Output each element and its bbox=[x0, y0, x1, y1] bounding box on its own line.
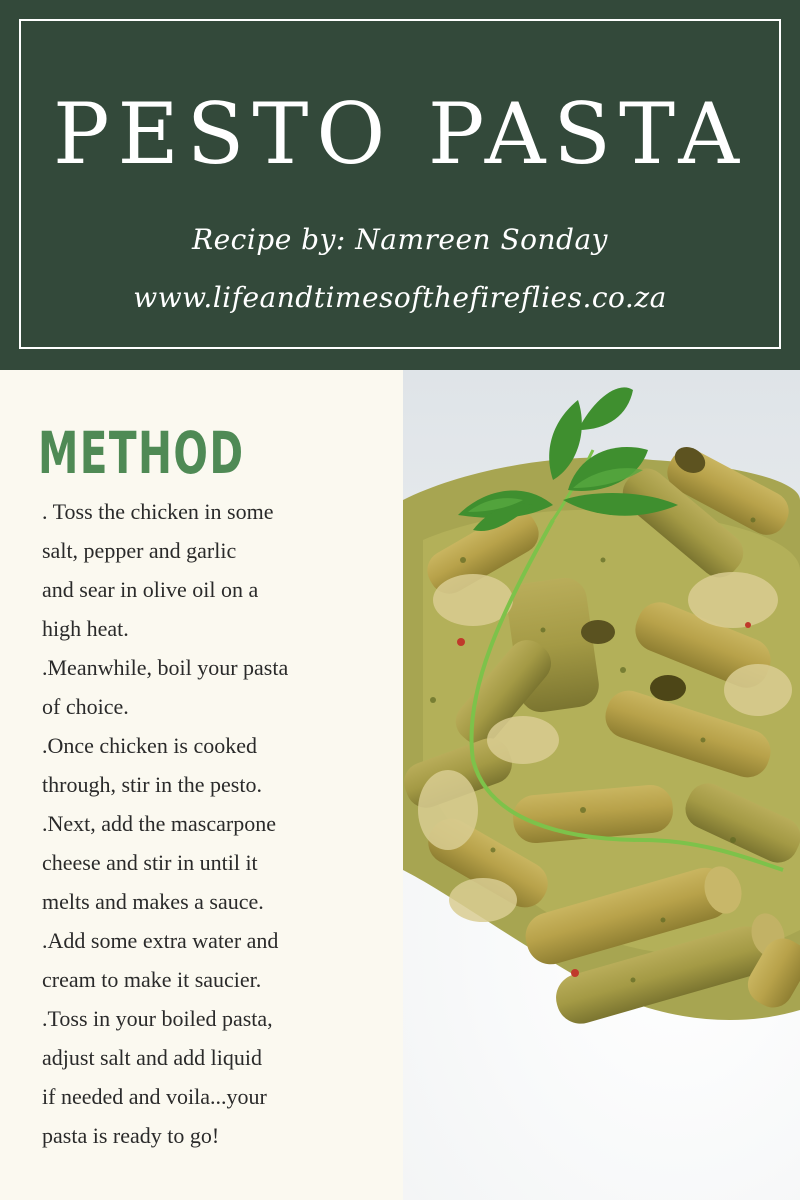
step-line: and sear in olive oil on a bbox=[42, 577, 259, 602]
step-line: high heat. bbox=[42, 616, 129, 641]
step-line: .Add some extra water and bbox=[42, 928, 279, 953]
method-section bbox=[0, 370, 403, 1200]
step-line: .Meanwhile, boil your pasta bbox=[42, 655, 289, 680]
recipe-title: PESTO PASTA bbox=[52, 85, 748, 183]
step-line: if needed and voila...your bbox=[42, 1084, 267, 1109]
step-line: .Next, add the mascarpone bbox=[42, 811, 276, 836]
method-heading: METHOD bbox=[38, 419, 245, 487]
step-line: cream to make it saucier. bbox=[42, 967, 262, 992]
recipe-byline: Recipe by: Namreen Sonday bbox=[192, 223, 608, 256]
step-line: .Toss in your boiled pasta, bbox=[42, 1006, 273, 1031]
website-url: www.lifeandtimesofthefireflies.co.za bbox=[133, 281, 667, 314]
method-step bbox=[42, 804, 392, 921]
pasta-photo bbox=[403, 370, 800, 1200]
method-step bbox=[42, 492, 392, 648]
step-line: pasta is ready to go! bbox=[42, 1123, 220, 1148]
step-line: . Toss the chicken in some bbox=[42, 499, 274, 524]
header-banner bbox=[0, 0, 800, 370]
method-step bbox=[42, 648, 392, 726]
step-line: melts and makes a sauce. bbox=[42, 889, 264, 914]
pasta-dish-illustration bbox=[403, 370, 800, 1200]
step-line: .Once chicken is cooked bbox=[42, 733, 258, 758]
method-step bbox=[42, 921, 392, 999]
step-line: adjust salt and add liquid bbox=[42, 1045, 262, 1070]
step-line: through, stir in the pesto. bbox=[42, 772, 262, 797]
method-step bbox=[42, 726, 392, 804]
method-steps-list bbox=[42, 492, 392, 1155]
step-line: of choice. bbox=[42, 694, 129, 719]
method-step bbox=[42, 999, 392, 1155]
step-line: cheese and stir in until it bbox=[42, 850, 258, 875]
step-line: salt, pepper and garlic bbox=[42, 538, 237, 563]
